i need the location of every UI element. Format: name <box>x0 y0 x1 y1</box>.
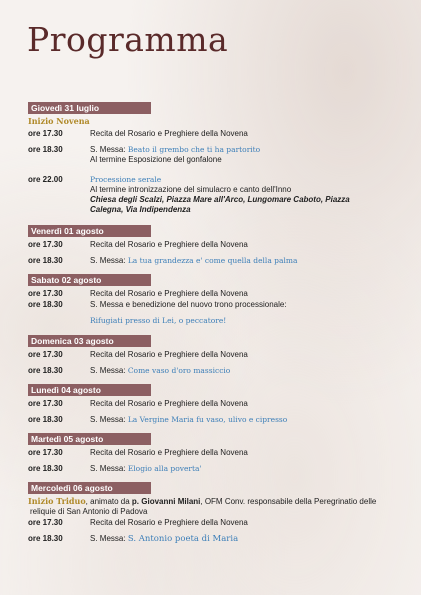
page-title: Programma <box>27 20 229 59</box>
schedule-row <box>28 255 421 266</box>
schedule-row <box>28 128 421 139</box>
time-label: ore 18.30 <box>28 256 63 265</box>
event-note: Al termine intronizzazione del simulacro e canto dell'Inno <box>90 185 292 194</box>
schedule-row <box>28 463 421 474</box>
schedule-row <box>28 174 421 185</box>
time-label: ore 22.00 <box>28 175 63 184</box>
day-block-3 <box>28 274 421 327</box>
mass-theme: Elogio alla poverta' <box>127 464 202 473</box>
event-text: Recita del Rosario e Preghiere della Novena <box>90 350 248 359</box>
event-text: Recita del Rosario e Preghiere della Novena <box>90 289 248 298</box>
time-label: ore 18.30 <box>28 145 63 154</box>
event-text: Recita del Rosario e Preghiere della Novena <box>90 129 248 138</box>
event-theme: Processione serale <box>90 175 162 184</box>
time-label: ore 17.30 <box>28 448 63 457</box>
intro-label: Inizio Novena <box>28 116 90 126</box>
event-prefix: S. Messa: <box>90 256 126 265</box>
day-block-2 <box>28 225 421 266</box>
schedule-row <box>28 144 421 155</box>
day-block-4 <box>28 335 421 376</box>
time-label: ore 18.30 <box>28 300 63 309</box>
time-label: ore 18.30 <box>28 415 63 424</box>
day-header: Sabato 02 agosto <box>28 274 151 286</box>
event-prefix: S. Messa: <box>90 534 126 543</box>
mass-theme: Beato il grembo che ti ha partorito <box>127 145 261 154</box>
day-header: Mercoledì 06 agosto <box>28 482 151 494</box>
schedule-row <box>28 288 421 299</box>
time-label: ore 18.30 <box>28 534 63 543</box>
time-label: ore 18.30 <box>28 366 63 375</box>
event-text: Recita del Rosario e Preghiere della Novena <box>90 448 248 457</box>
schedule-row <box>28 533 421 544</box>
day-header: Giovedì 31 luglio <box>28 102 151 114</box>
schedule-row <box>28 349 421 360</box>
schedule-row <box>28 517 421 528</box>
event-prefix: S. Messa: <box>90 366 126 375</box>
day-block-1 <box>28 102 421 215</box>
mass-theme: Come vaso d'oro massiccio <box>127 366 231 375</box>
day-header: Lunedì 04 agosto <box>28 384 151 396</box>
schedule-row <box>28 299 421 310</box>
mass-theme: Rifugiati presso di Lei, o peccatore! <box>90 316 227 325</box>
mass-theme: La Vergine Maria fu vaso, ulivo e cipresso <box>127 415 288 424</box>
day-block-7 <box>28 482 421 544</box>
time-label: ore 17.30 <box>28 240 63 249</box>
day-header: Domenica 03 agosto <box>28 335 151 347</box>
mass-theme: La tua grandezza e' come quella della palma <box>127 256 298 265</box>
event-prefix: S. Messa: <box>90 464 126 473</box>
celebrant-name: p. Giovanni Milani <box>131 497 201 506</box>
event-note: Al termine Esposizione del gonfalone <box>90 155 222 164</box>
day-header: Martedì 05 agosto <box>28 433 151 445</box>
event-prefix: S. Messa: <box>90 145 126 154</box>
intro-text: reliquie di San Antonio di Padova <box>30 507 148 516</box>
event-prefix: S. Messa: <box>90 415 126 424</box>
event-text: Recita del Rosario e Preghiere della Novena <box>90 399 248 408</box>
event-text: Recita del Rosario e Preghiere della Novena <box>90 518 248 527</box>
schedule-row <box>28 239 421 250</box>
time-label: ore 17.30 <box>28 129 63 138</box>
intro-text: , animato da <box>85 497 132 506</box>
day-block-5 <box>28 384 421 425</box>
event-text: Recita del Rosario e Preghiere della Novena <box>90 240 248 249</box>
mass-theme: S. Antonio poeta di Maria <box>127 534 239 544</box>
schedule-row <box>28 414 421 425</box>
time-label: ore 17.30 <box>28 350 63 359</box>
route-line: Chiesa degli Scalzi, Piazza Mare all'Arco, Lungomare Caboto, Piazza <box>90 195 350 204</box>
time-label: ore 17.30 <box>28 518 63 527</box>
schedule-row <box>28 398 421 409</box>
schedule-row <box>28 447 421 458</box>
day-block-6 <box>28 433 421 474</box>
intro-text: , OFM Conv. responsabile della Peregrinatio delle <box>200 497 377 506</box>
schedule-row <box>28 365 421 376</box>
route-line: Calegna, Via Indipendenza <box>90 205 191 214</box>
triduo-intro <box>28 496 421 507</box>
intro-label: Inizio Triduo <box>28 496 86 506</box>
time-label: ore 18.30 <box>28 464 63 473</box>
time-label: ore 17.30 <box>28 289 63 298</box>
event-text: S. Messa e benedizione del nuovo trono processionale: <box>90 300 287 309</box>
day-header: Venerdì 01 agosto <box>28 225 151 237</box>
time-label: ore 17.30 <box>28 399 63 408</box>
